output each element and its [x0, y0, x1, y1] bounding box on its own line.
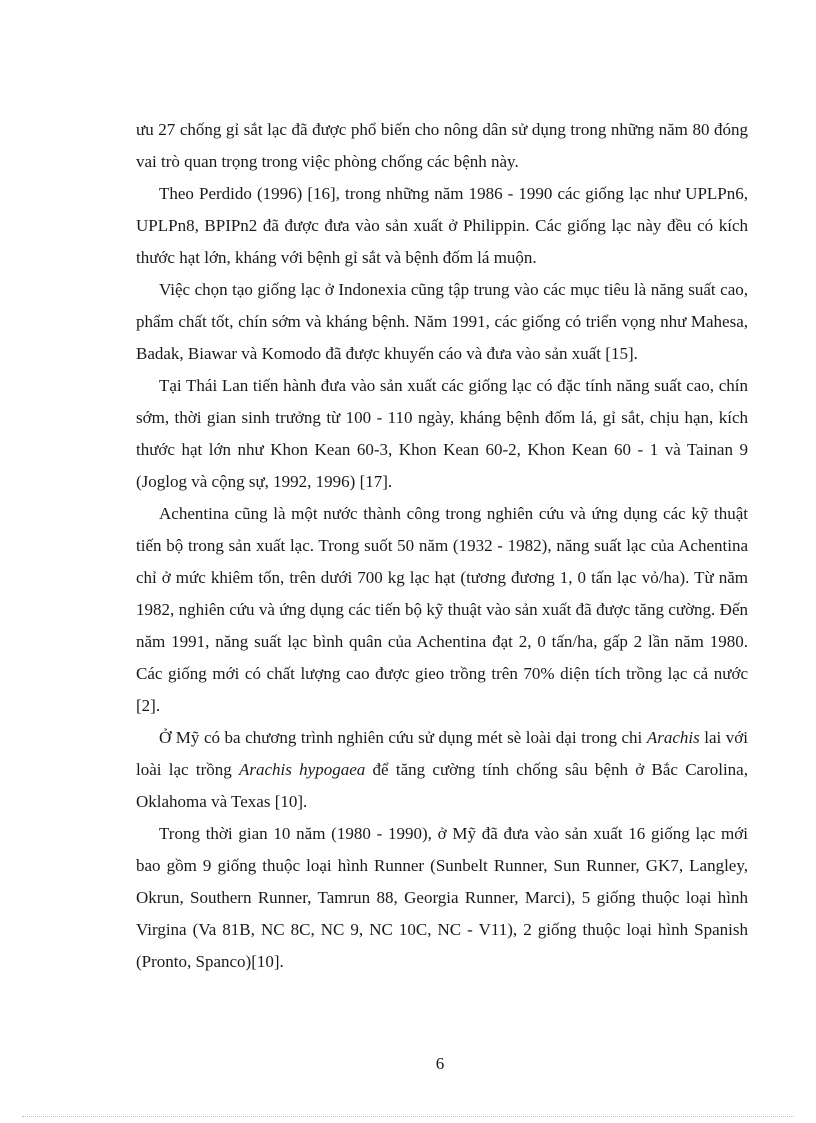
paragraph-1 [136, 114, 748, 178]
paragraph-2-text: Theo Perdido (1996) [16], trong những năm 1986 - 1990 các giống lạc như UPLPn6, UPLPn8, BPIPn2 đã được đưa vào sản xuất ở Philippin. Các giống lạc này đều có kích thước hạt lớn, kháng với bệnh gỉ sắt và bệnh đốm lá muộn. [136, 184, 748, 267]
paragraph-6-species-name: Arachis hypogaea [239, 760, 366, 779]
paragraph-1-text: ưu 27 chống gỉ sắt lạc đã được phổ biến cho nông dân sử dụng trong những năm 80 đóng vai trò quan trọng trong việc phòng chống các bệnh này. [136, 120, 748, 171]
paragraph-6-text-c: để tăng cường tính chống sâu bệnh ở Bắc Carolina, Oklahoma và Texas [10]. [136, 760, 748, 811]
paragraph-6-genus-name: Arachis [646, 728, 700, 747]
paragraph-2 [136, 178, 748, 274]
paragraph-7 [136, 818, 748, 978]
paragraph-4-text: Tại Thái Lan tiến hành đưa vào sản xuất các giống lạc có đặc tính năng suất cao, chín sớm, thời gian sinh trưởng từ 100 - 110 ngày, kháng bệnh đốm lá, gỉ sắt, chịu hạn, kích thước hạt lớn như Khon Kean 60-3, Khon Kean 60-2, Khon Kean 60 - 1 và Tainan 9 (Joglog và cộng sự, 1992, 1996) [17]. [136, 376, 748, 491]
paragraph-4 [136, 370, 748, 498]
paragraph-6-text-b: lai với loài lạc trồng [136, 728, 748, 779]
paragraph-5 [136, 498, 748, 722]
page-bottom-divider [22, 1116, 794, 1117]
page-number: 6 [435, 1054, 445, 1073]
paragraph-7-text: Trong thời gian 10 năm (1980 - 1990), ở Mỹ đã đưa vào sản xuất 16 giống lạc mới bao gồm 9 giống thuộc loại hình Runner (Sunbelt Runner, Sun Runner, GK7, Langley, Okrun, Southern Runner, Tamrun 88, Georgia Runner, Marci), 5 giống thuộc loại hình Virgina (Va 81B, NC 8C, NC 9, NC 10C, NC - V11), 2 giống thuộc loại hình Spanish (Pronto, Spanco)[10]. [136, 824, 748, 971]
paragraph-3-text: Việc chọn tạo giống lạc ở Indonexia cũng tập trung vào các mục tiêu là năng suất cao, phẩm chất tốt, chín sớm và kháng bệnh. Năm 1991, các giống có triển vọng như Mahesa, Badak, Biawar và Komodo đã được khuyến cáo và đưa vào sản xuất [15]. [136, 280, 748, 363]
paragraph-6-text-a: Ở Mỹ có ba chương trình nghiên cứu sử dụng mét sè loài dại trong chi [159, 728, 647, 747]
document-body [136, 114, 748, 978]
paragraph-6 [136, 722, 748, 818]
paragraph-3 [136, 274, 748, 370]
paragraph-5-text: Achentina cũng là một nước thành công trong nghiên cứu và ứng dụng các kỹ thuật tiến bộ trong sản xuất lạc. Trong suốt 50 năm (1932 - 1982), năng suất lạc của Achentina chỉ ở mức khiêm tốn, trên dưới 700 kg lạc hạt (tương đương 1, 0 tấn lạc vỏ/ha). Từ năm 1982, nghiên cứu và ứng dụng các tiến bộ kỹ thuật vào sản xuất đã được tăng cường. Đến năm 1991, năng suất lạc bình quân của Achentina đạt 2, 0 tấn/ha, gấp 2 lần năm 1980. Các giống mới có chất lượng cao được gieo trồng trên 70% diện tích trồng lạc cả nước [2]. [136, 504, 748, 715]
